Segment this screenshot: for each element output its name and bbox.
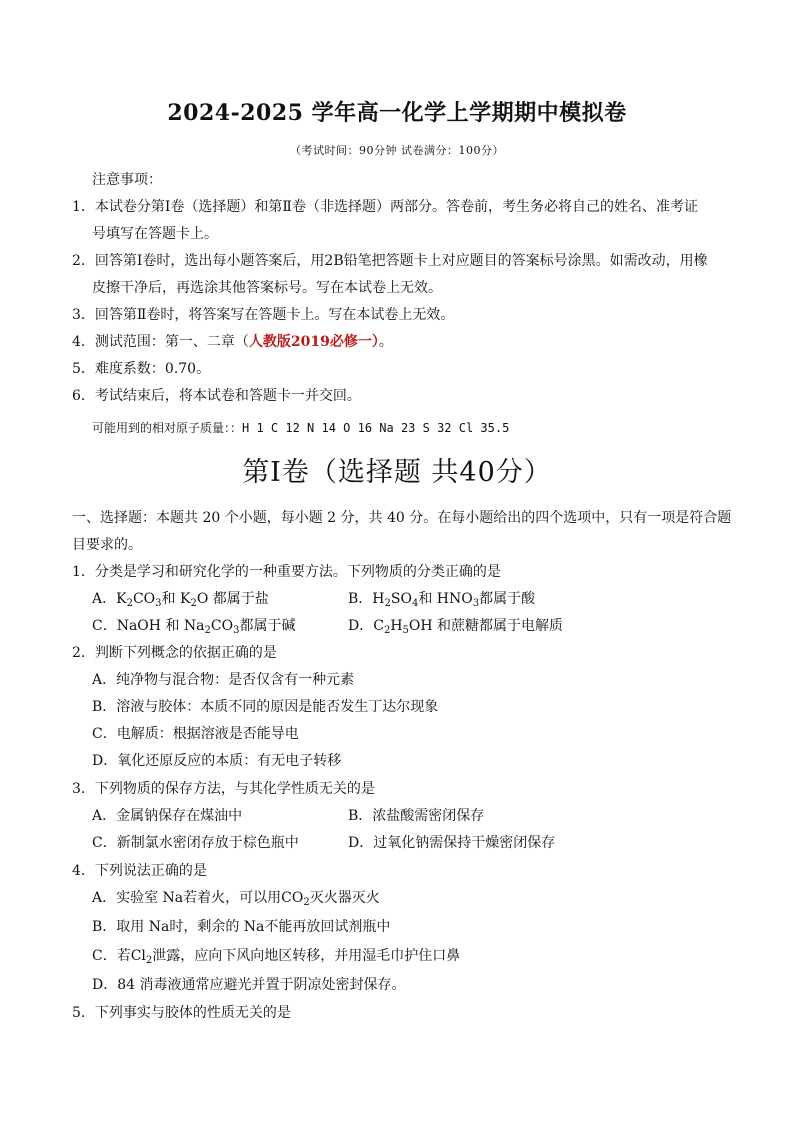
question-3-option-d: D．过氧化钠需保持干燥密闭保存 [348, 835, 556, 851]
section-intro-1: 一、选择题：本题共 20 个小题，每小题 2 分，共 40 分。在每小题给出的四个选项中，只有一项是符合题 [72, 510, 732, 526]
question-4-option-c: C．若$Cl_2$泄露，应向下风向地区转移，并用湿毛巾护住口鼻 [92, 948, 461, 966]
section-intro-2: 目要求的。 [72, 537, 142, 553]
question-2-stem: 2．判断下列概念的依据正确的是 [72, 645, 277, 661]
question-1-option-a: A．$K_2CO_3$和 $K_2O$ 都属于盐 [92, 591, 269, 609]
question-3-stem: 3．下列物质的保存方法，与其化学性质无关的是 [72, 781, 375, 797]
question-4-option-b: B．取用 Na时，剩余的 Na不能再放回试剂瓶中 [92, 919, 391, 935]
section-title: 第Ⅰ卷（选择题 共40分） [242, 457, 552, 488]
notice-5: 5．难度系数：0.70。 [72, 361, 211, 377]
notice-3: 3．回答第Ⅱ卷时，将答案写在答题卡上。写在本试卷上无效。 [72, 307, 455, 323]
notice-1b: 号填写在答题卡上。 [92, 226, 218, 242]
question-1-stem: 1．分类是学习和研究化学的一种重要方法。下列物质的分类正确的是 [72, 564, 501, 580]
question-5-stem: 5．下列事实与胶体的性质无关的是 [72, 1005, 291, 1021]
question-2-option-d: D．氧化还原反应的本质：有无电子转移 [92, 753, 342, 769]
notice-4-scope: 人教版2019必修一） [248, 334, 379, 350]
notice-4 [72, 332, 393, 352]
question-3-option-b: B．浓盐酸需密闭保存 [348, 808, 485, 824]
notice-1a: 1．本试卷分第Ⅰ卷（选择题）和第Ⅱ卷（非选择题）两部分。答卷前，考生务必将自己的姓名、准考证 [72, 199, 698, 215]
question-4-option-d: D．84 消毒液通常应避光并置于阴凉处密封保存。 [92, 977, 406, 993]
page-title: 2024-2025 学年高一化学上学期期中模拟卷 [167, 100, 627, 126]
question-1-option-d: D．$C_2H_5OH$ 和蔗糖都属于电解质 [348, 618, 564, 636]
notice-4-suffix: 。 [378, 334, 393, 350]
notice-2a: 2．回答第Ⅰ卷时，选出每小题答案后，用2B铅笔把答题卡上对应题目的答案标号涂黑。如需改动，用橡 [72, 253, 708, 269]
question-2-option-c: C．电解质：根据溶液是否能导电 [92, 726, 299, 742]
notice-heading: 注意事项： [92, 172, 162, 188]
atomic-mass-list: 可能用到的相对原子质量：：H 1 C 12 N 14 O 16 Na 23 S 32 Cl 35.5 [92, 421, 510, 435]
exam-info: （考试时间：90分钟 试卷满分：100分） [290, 144, 504, 157]
question-2-option-b: B．溶液与胶体：本质不同的原因是能否发生丁达尔现象 [92, 699, 439, 715]
question-4-stem: 4．下列说法正确的是 [72, 863, 207, 879]
notice-6: 6．考试结束后，将本试卷和答题卡一并交回。 [72, 388, 361, 404]
notice-2b: 皮擦干净后，再选涂其他答案标号。写在本试卷上无效。 [92, 280, 442, 296]
question-3-option-a: A．金属钠保存在煤油中 [92, 808, 243, 824]
notice-4-prefix: 4．测试范围：第一、二章（ [72, 334, 249, 350]
question-2-option-a: A．纯净物与混合物：是否仅含有一种元素 [92, 672, 355, 688]
question-1-option-b: B．$H_2SO_4$和 $HNO_3$都属于酸 [348, 591, 536, 609]
question-4-option-a: A．实验室 Na若着火，可以用$CO_2$灭火器灭火 [92, 890, 380, 908]
question-1-option-c: C．NaOH 和 $Na_2CO_3$都属于碱 [92, 618, 296, 636]
question-3-option-c: C．新制氯水密闭存放于棕色瓶中 [92, 835, 299, 851]
